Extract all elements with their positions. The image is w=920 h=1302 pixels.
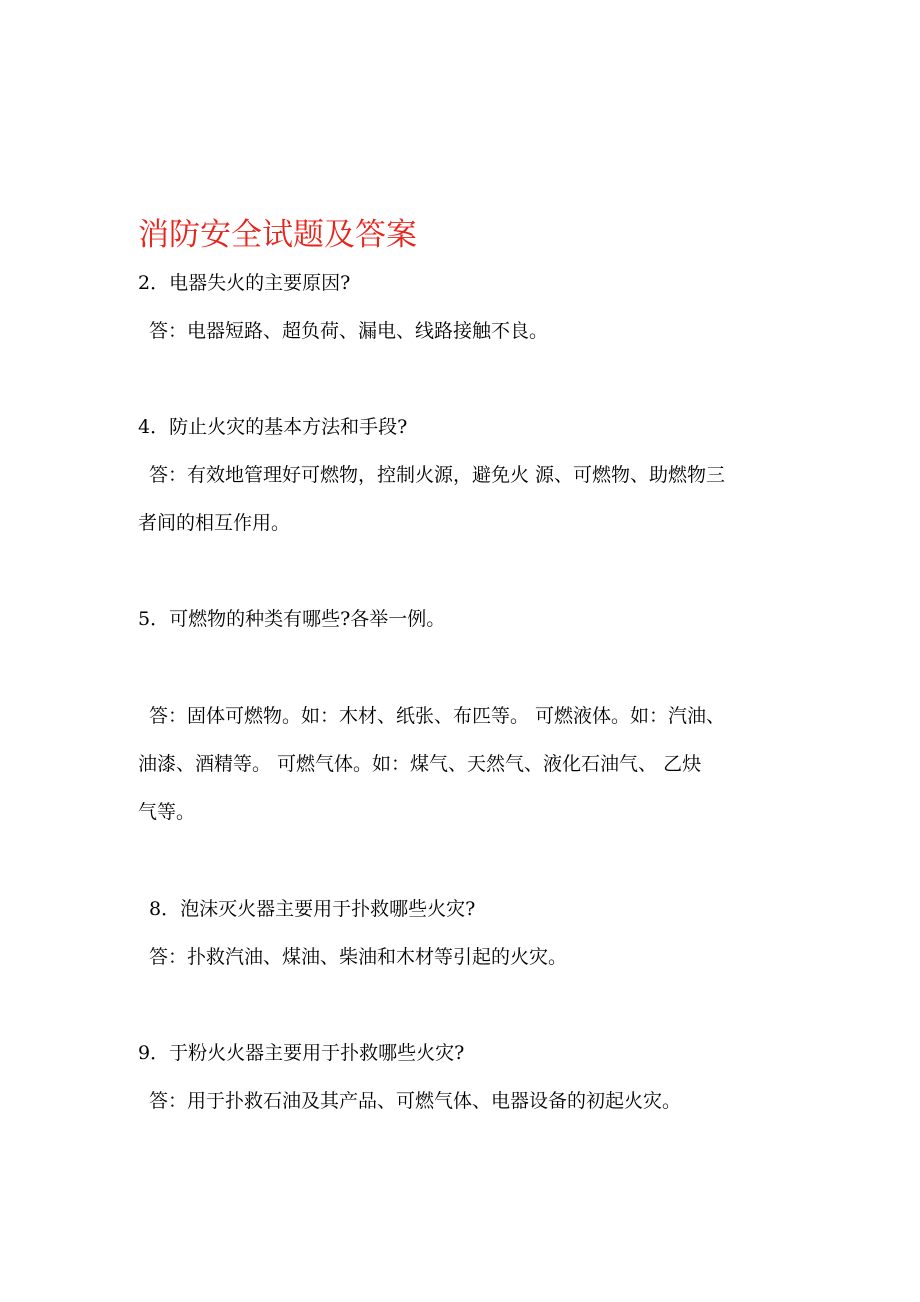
answer-4-line-1: 答：有效地管理好可燃物，控制火源，避免火 源、可燃物、助燃物三 bbox=[149, 464, 726, 486]
answer-4-line-2: 者间的相互作用。 bbox=[138, 512, 291, 534]
answer-5-line-1: 答：固体可燃物。如：木材、纸张、布匹等。 可燃液体。如：汽油、 bbox=[149, 705, 726, 727]
answer-5-line-2: 油漆、酒精等。 可燃气体。如：煤气、天然气、液化石油气、 乙炔 bbox=[138, 753, 702, 775]
question-4: 4．防止火灾的基本方法和手段? bbox=[138, 416, 408, 438]
answer-2-line-1: 答：电器短路、超负荷、漏电、线路接触不良。 bbox=[149, 320, 549, 342]
document-title: 消防安全试题及答案 bbox=[138, 217, 417, 253]
answer-9-line-1: 答：用于扑救石油及其产品、可燃气体、电器设备的初起火灾。 bbox=[149, 1090, 682, 1112]
question-8: 8．泡沫灭火器主要用于扑救哪些火灾? bbox=[149, 898, 476, 920]
answer-5-line-3: 气等。 bbox=[138, 801, 196, 823]
question-9: 9．于粉火火器主要用于扑救哪些火灾? bbox=[138, 1042, 465, 1064]
answer-8-line-1: 答：扑救汽油、煤油、柴油和木材等引起的火灾。 bbox=[149, 946, 568, 968]
question-2: 2．电器失火的主要原因? bbox=[138, 272, 351, 294]
question-5: 5．可燃物的种类有哪些?各举一例。 bbox=[138, 608, 446, 630]
